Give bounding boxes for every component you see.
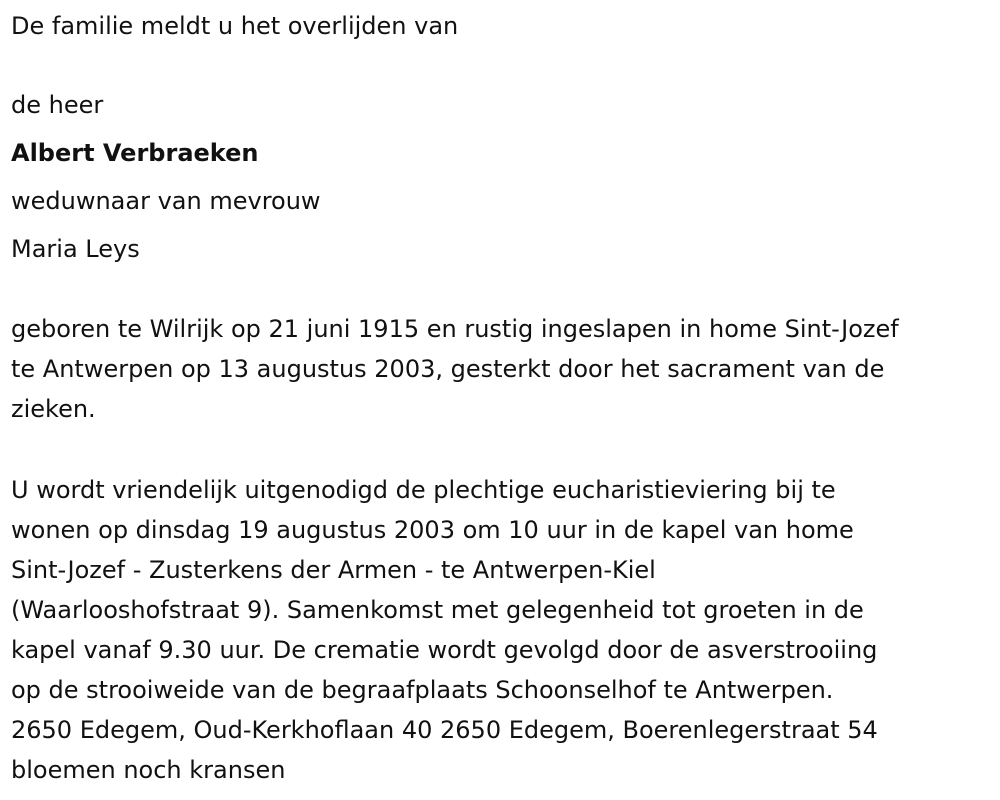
paragraph-line: U wordt vriendelijk uitgenodigd de plechtige eucharistieviering bij te — [11, 476, 836, 504]
paragraph-line: (Waarlooshofstraat 9). Samenkomst met gelegenheid tot groeten in de — [11, 596, 864, 624]
address-line: 2650 Edegem, Oud-Kerkhoflaan 40 2650 Edegem, Boerenlegerstraat 54 — [11, 716, 878, 744]
paragraph-line: zieken. — [11, 395, 96, 423]
spouse-name: Maria Leys — [11, 235, 140, 263]
ceremony-paragraph — [11, 470, 991, 790]
intro-line: De familie meldt u het overlijden van — [11, 12, 459, 40]
widow-line: weduwnaar van mevrouw — [11, 187, 321, 215]
paragraph-line: kapel vanaf 9.30 uur. De crematie wordt gevolgd door de asverstrooiing — [11, 636, 878, 664]
deceased-name: Albert Verbraeken — [11, 139, 259, 167]
paragraph-line: Sint-Jozef - Zusterkens der Armen - te Antwerpen-Kiel — [11, 556, 656, 584]
honorific-title: de heer — [11, 91, 104, 119]
no-flowers-line: bloemen noch kransen — [11, 756, 286, 784]
paragraph-line: geboren te Wilrijk op 21 juni 1915 en rustig ingeslapen in home Sint-Jozef — [11, 315, 899, 343]
paragraph-line: te Antwerpen op 13 augustus 2003, gesterkt door het sacrament van de — [11, 355, 885, 383]
birth-death-paragraph — [11, 309, 991, 429]
paragraph-line: op de strooiweide van de begraafplaats Schoonselhof te Antwerpen. — [11, 676, 834, 704]
paragraph-line: wonen op dinsdag 19 augustus 2003 om 10 uur in de kapel van home — [11, 516, 854, 544]
